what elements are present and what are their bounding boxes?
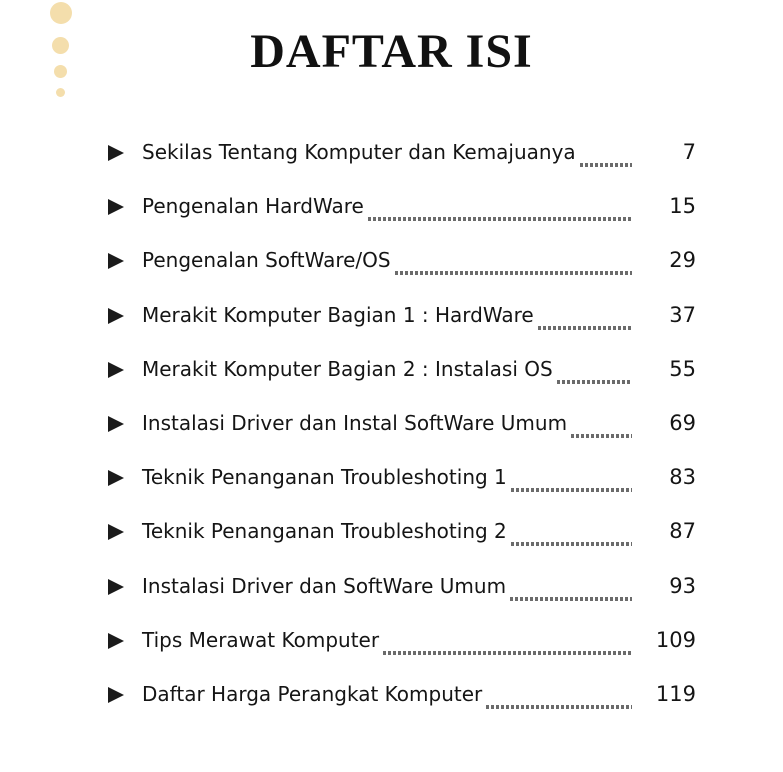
decorative-dot [56,88,65,97]
toc-leader-line [511,488,632,492]
toc-entry-title: Merakit Komputer Bagian 2 : Instalasi OS [142,356,553,381]
triangle-bullet-icon [108,308,124,324]
toc-entry-page: 83 [669,465,696,490]
toc-entry [104,397,704,451]
toc-entry-title: Teknik Penanganan Troubleshoting 1 [142,465,507,490]
toc-entry [104,451,704,505]
triangle-bullet-icon [108,633,124,649]
triangle-bullet-icon [108,416,124,432]
toc-entry [104,560,704,614]
toc-leader-line [571,434,632,438]
toc-entry-page: 93 [669,573,696,598]
toc-entry-title: Instalasi Driver dan Instal SoftWare Umum [142,410,568,435]
toc-entry [104,343,704,397]
toc-entry-title: Teknik Penanganan Troubleshoting 2 [142,519,507,544]
toc-entry [104,668,704,722]
toc-leader-line [538,326,632,330]
triangle-bullet-icon [108,470,124,486]
toc-entry-title: Merakit Komputer Bagian 1 : HardWare [142,302,534,327]
toc-leader-line [368,217,632,221]
toc-leader-line [511,542,632,546]
toc-entry-page: 87 [669,519,696,544]
decorative-dot [50,2,72,24]
toc-entry [104,505,704,559]
toc-leader-line [557,380,632,384]
triangle-bullet-icon [108,687,124,703]
table-of-contents [104,126,704,722]
toc-leader-line [510,597,632,601]
toc-entry-page: 15 [669,194,696,219]
toc-entry [104,289,704,343]
toc-leader-line [383,651,632,655]
toc-entry-title: Pengenalan SoftWare/OS [142,248,391,273]
toc-entry [104,614,704,668]
triangle-bullet-icon [108,253,124,269]
page-title: DAFTAR ISI [250,25,533,78]
toc-entry-title: Pengenalan HardWare [142,194,364,219]
toc-leader-line [486,705,632,709]
toc-entry-page: 55 [669,356,696,381]
toc-entry-title: Tips Merawat Komputer [142,627,380,652]
toc-entry-title: Daftar Harga Perangkat Komputer [142,681,483,706]
toc-entry-page: 119 [655,681,696,706]
toc-entry-page: 29 [669,248,696,273]
toc-entry-page: 109 [655,627,696,652]
toc-entry [104,126,704,180]
triangle-bullet-icon [108,362,124,378]
toc-leader-line [395,271,632,275]
toc-entry [104,234,704,288]
toc-entry [104,180,704,234]
toc-entry-title: Instalasi Driver dan SoftWare Umum [142,573,507,598]
toc-entry-page: 69 [669,410,696,435]
triangle-bullet-icon [108,199,124,215]
toc-entry-page: 37 [669,302,696,327]
triangle-bullet-icon [108,145,124,161]
toc-leader-line [580,163,632,167]
toc-entry-title: Sekilas Tentang Komputer dan Kemajuanya [142,140,576,164]
triangle-bullet-icon [108,579,124,595]
triangle-bullet-icon [108,524,124,540]
toc-entry-page: 7 [682,140,696,164]
